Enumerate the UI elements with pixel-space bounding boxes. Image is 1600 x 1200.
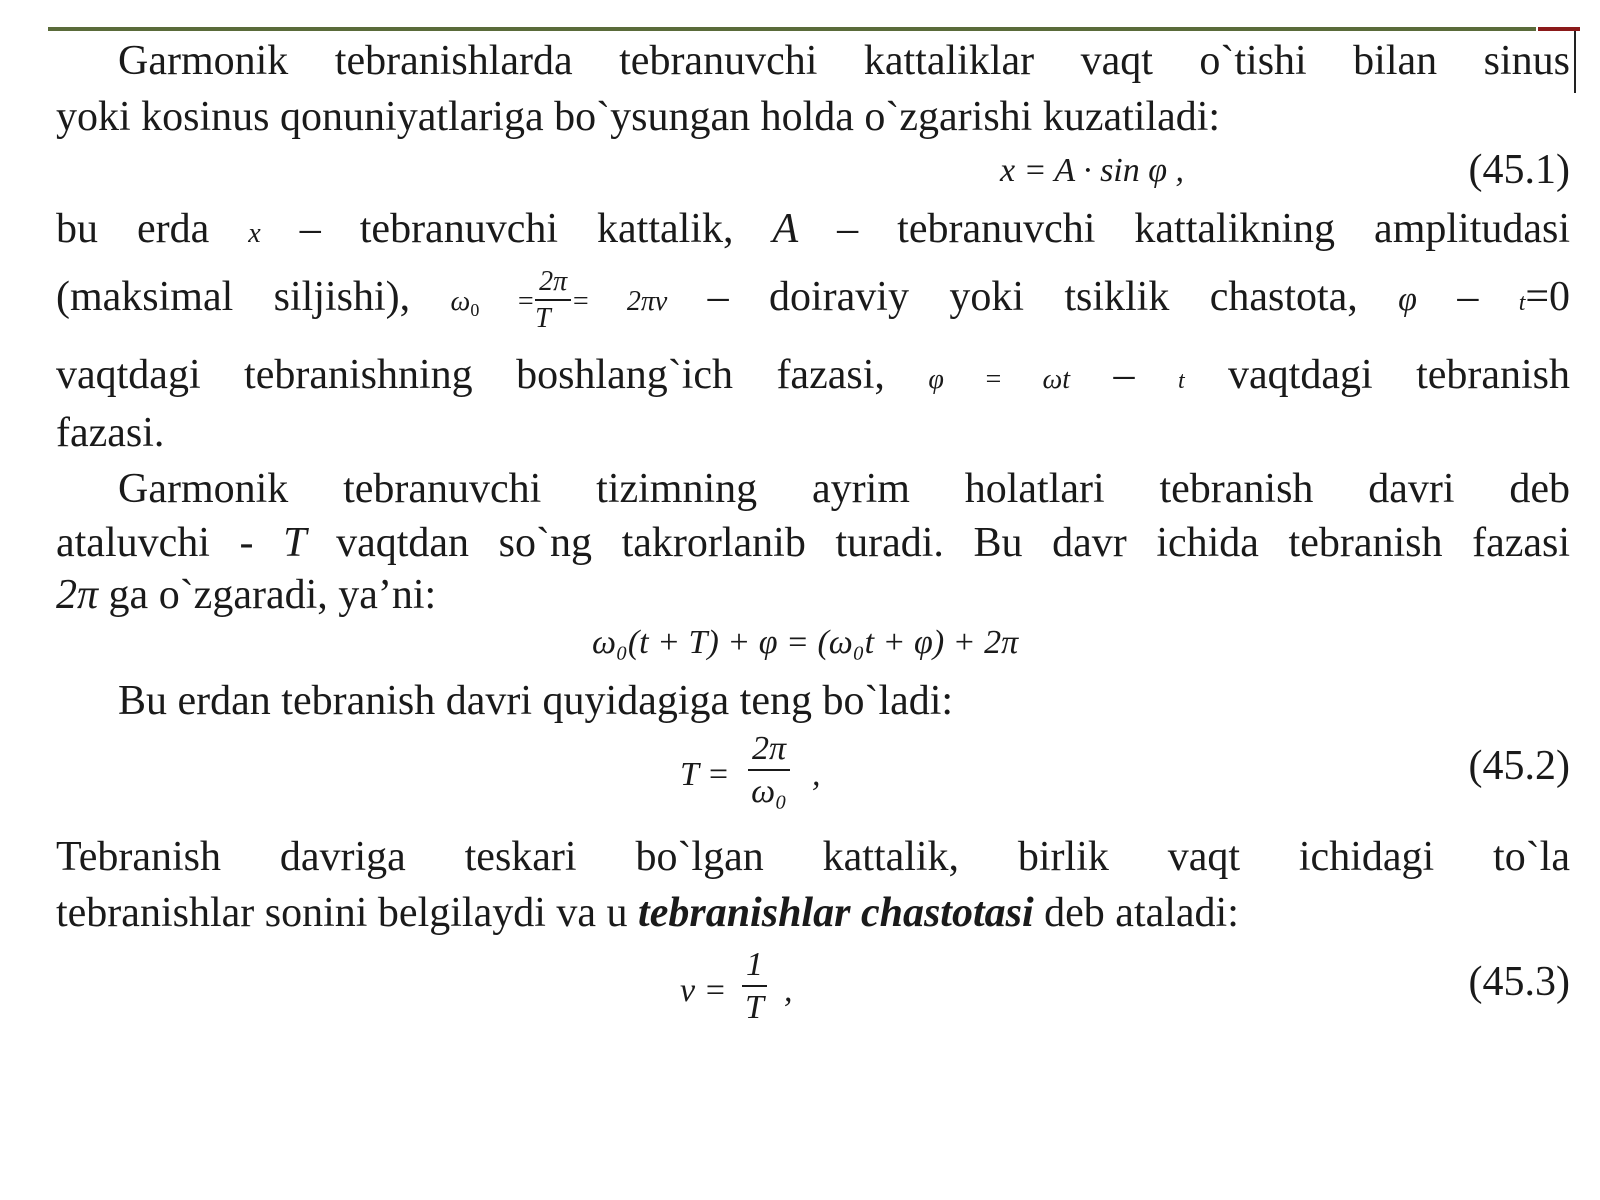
paragraph-1-text-1: Garmonik tebranishlarda tebranuvchi kattaliklar vaqt o`tishi bilan sinus xyxy=(118,38,1570,84)
p4-text: Bu erdan tebranish davri quyidagiga teng bo`ladi: xyxy=(118,678,954,724)
p2-text-h: vaqtdagi tebranishning boshlang`ich fazasi, xyxy=(56,352,885,398)
omega-glyph: ω xyxy=(450,286,471,317)
p2-text-e: – doiraviy yoki tsiklik chastota, xyxy=(707,274,1358,320)
omega0-symbol: $\omega_0$ = xyxy=(450,286,536,320)
p5-text-b: deb ataladi: xyxy=(1044,890,1239,936)
p5-text-1: Tebranish davriga teskari bo`lgan kattalik, birlik vaqt ichidagi to`la xyxy=(56,834,1570,880)
fraction-denominator: ω₀ xyxy=(751,773,787,810)
paragraph-2-line-4 xyxy=(56,404,1570,462)
paragraph-1-text-2: yoki kosinus qonuniyatlariga bo`ysungan holda o`zgarishi kuzatiladi: xyxy=(56,94,1221,140)
p2-dash: – xyxy=(1457,274,1479,320)
paragraph-3-line-2 xyxy=(56,514,1570,572)
equation-45-3-lhs: ν = xyxy=(680,972,727,1009)
omega-subscript: 0 xyxy=(470,300,480,320)
paragraph-2-line-1 xyxy=(56,200,1570,263)
equation-45-1-label: (45.1) xyxy=(1468,147,1570,193)
fraction-1-over-T xyxy=(742,948,767,1025)
two-pi: 2π xyxy=(56,572,99,618)
p2-text-b: – tebranuvchi kattalik, xyxy=(299,206,734,252)
equation-phase-formula: ω₀(t + T) + φ = (ω₀t + φ) + 2π xyxy=(592,624,1019,661)
paragraph-5-line-1 xyxy=(56,828,1570,886)
equation-45-2 xyxy=(56,730,1570,830)
var-t-2: t xyxy=(1177,368,1185,394)
p2-text-c: – tebranuvchi kattalikning amplitudasi xyxy=(837,206,1571,252)
paragraph-4 xyxy=(56,672,1570,730)
p3-text-b: vaqtdan so`ng takrorlanib turadi. Bu davr ichida tebranish fazasi xyxy=(336,520,1571,566)
var-T: T xyxy=(283,520,307,566)
p3-text-c: ga o`zgaradi, ya’ni: xyxy=(108,572,437,618)
term-frequency: tebranishlar chastotasi xyxy=(638,890,1034,936)
p2-text-k: fazasi. xyxy=(56,410,165,456)
var-t: t xyxy=(1518,290,1526,316)
p5-text-a: tebranishlar sonini belgilaydi va u xyxy=(56,890,628,936)
equation-45-2-comma: , xyxy=(812,756,821,793)
p3-text-1: Garmonik tebranuvchi tizimning ayrim holatlari tebranish davri deb xyxy=(118,466,1570,512)
p2-text-a: bu erda xyxy=(56,206,210,252)
p3-text-a: ataluvchi - xyxy=(56,520,254,566)
equation-45-3-comma: , xyxy=(784,972,793,1009)
equation-45-3-label: (45.3) xyxy=(1468,959,1570,1005)
fraction-numerator: 2π xyxy=(748,732,790,771)
var-phi: φ xyxy=(1398,281,1417,318)
fraction-2pi-over-T xyxy=(535,265,571,334)
paragraph-1-line-1 xyxy=(56,32,1570,90)
p2-equals-zero: =0 xyxy=(1525,274,1571,320)
var-A: A xyxy=(772,206,799,252)
paragraph-1-line-2 xyxy=(56,88,1570,146)
equation-phase xyxy=(56,618,1570,678)
equation-45-2-label: (45.2) xyxy=(1468,743,1570,789)
paragraph-3-line-1 xyxy=(56,460,1570,518)
paragraph-2-line-2 xyxy=(56,258,1570,349)
p2-dash-2: – xyxy=(1113,352,1135,398)
var-x: x xyxy=(248,218,261,249)
top-rule xyxy=(48,27,1536,31)
fraction-2pi-over-omega0 xyxy=(748,732,790,809)
equation-45-1 xyxy=(56,146,1570,206)
paragraph-3-line-3 xyxy=(56,566,1570,624)
equation-45-2-lhs: T = xyxy=(680,756,730,793)
p2-text-j: vaqtdagi tebranish xyxy=(1228,352,1571,398)
p2-text-d: (maksimal siljishi), xyxy=(56,274,411,320)
paragraph-5-line-2 xyxy=(56,884,1570,942)
equals-2pi-nu: = 2πν xyxy=(571,286,668,317)
fraction-denominator: T xyxy=(745,989,764,1026)
phi-equals-omega-t: φ = ωt xyxy=(928,364,1071,395)
fraction-numerator: 2π xyxy=(535,268,571,301)
right-edge-bar xyxy=(1574,31,1576,93)
fraction-numerator: 1 xyxy=(742,948,767,987)
paragraph-2-line-3 xyxy=(56,346,1570,410)
equation-45-3 xyxy=(56,946,1570,1046)
equation-45-1-formula: x = A · sin φ , xyxy=(1000,152,1185,189)
fraction-denominator: T xyxy=(535,302,551,334)
